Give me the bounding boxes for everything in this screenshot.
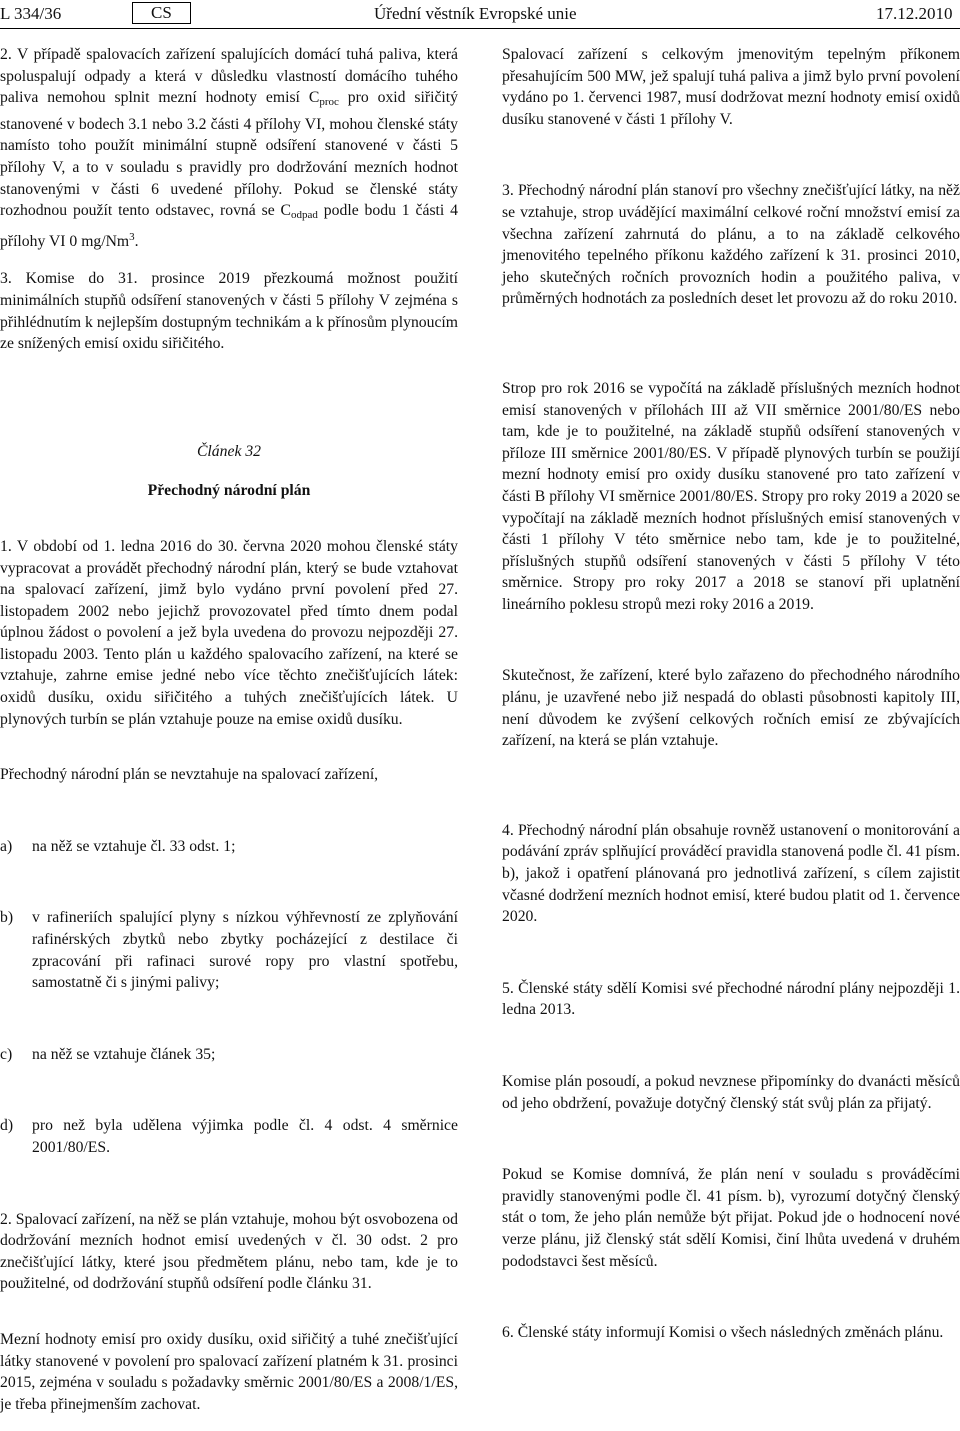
publication-date: 17.12.2010: [876, 4, 953, 23]
article-paragraph-1-intro: Přechodný národní plán se nevztahuje na spalovací zařízení,: [0, 766, 379, 784]
list-item: a) na něž se vztahuje čl. 33 odst. 1;: [0, 837, 236, 855]
article-paragraph-5: 5. Členské státy sdělí Komisi své přechodné národní plány nejpozději 1. ledna 2013.: [502, 979, 960, 1019]
page-header: [0, 0, 960, 28]
page-reference: L 334/36: [0, 4, 62, 23]
left-column: [0, 44, 458, 1431]
journal-title: Úřední věstník Evropské unie: [374, 4, 577, 23]
paragraph-2: 2. V případě spalovacích zařízení spalujících domácí tuhá paliva, která spoluspalují odpady a která v důsledku vlastností domácího tuhého paliva nemohou splnit mezní hodnoty emisí $C_{proc}$ pro oxid siřičitý stanovené v bodech 3.1 nebo 3.2 části 4 přílohy VI, mohou členské státy namísto toho použít minimální stupně odsíření stanovené v části 5 přílohy V, a to v souladu s pravidly pro dodržování mezních hodnot stanovenými v části 6 uvedené přílohy. Pokud se členské státy rozhodnou použít tento odstavec, rovná se $C_{odpad}$ podle bodu 1 části 4 přílohy VI 0 mg/Nm$^3$.: [0, 46, 458, 250]
paragraph-3: 3. Komise do 31. prosince 2019 přezkoumá možnost použití minimálních stupňů odsíření stanovených v části 5 přílohy V zejména s přihlédnutím k nejlepším dostupným technikám a k přínosům plynoucím ze snížených emisí oxidu siřičitého.: [0, 270, 458, 353]
article-paragraph-3: 3. Přechodný národní plán stanoví pro všechny znečišťující látky, na něž se vztahuje, strop uvádějící maximální celkové roční množství emisí za všechna zařízení zahrnutá do plánu, a to na základě celkového jmenovitého tepelného příkonu každého zařízení k 31. prosinci 2010, jeho skutečných ročních provozních hodin a použitého paliva, v průměrných hodnotách za posledních deset let provozu až do roku 2010.: [502, 182, 960, 308]
paragraph-closure: Skutečnost, že zařízení, které bylo zařazeno do přechodného národního plánu, je uzavřené nebo již nespadá do oblasti působnosti kapitoly III, není důvodem ke zvýšení celkových ročních emisí ze zbývajících zařízení, na která se plán vztahuje.: [502, 667, 960, 750]
list-item: c) na něž se vztahuje článek 35;: [0, 1045, 216, 1063]
article-paragraph-4: 4. Přechodný národní plán obsahuje rovněž ustanovení o monitorování a podávání zpráv splňující prováděcí pravidla stanovená podle čl. 41 písm. b), jakož i opatření plánovaná pro jednotlivá zařízení, s cílem zajistit včasné dodržení mezních hodnot emisí, které budou platit od 1. července 2020.: [502, 821, 960, 926]
paragraph-ceiling: Strop pro rok 2016 se vypočítá na základě příslušných mezních hodnot emisí stanovených v přílohách III až VII směrnice 2001/80/ES nebo tam, kde je to použitelné, na základě stupňů odsíření stanovených v příloze III směrnice 2001/80/ES. V případě plynových turbín se použijí mezní hodnoty emisí pro oxidy dusíku stanovené pro tato zařízení v části B přílohy VI směrnice 2001/80/ES. Stropy pro roky 2019 a 2020 se vypočítají na základě mezních hodnot příslušných emisí stanovených v části 1 přílohy V této směrnice nebo tam, kde je to použitelné, příslušných stupňů odsíření stanovených v části 5 přílohy V této směrnice. Stropy pro roky 2017 a 2018 se stanoví při uplatnění lineárního poklesu stropů mezi roky 2016 a 2019.: [502, 379, 960, 613]
article-number: Článek 32: [196, 442, 262, 460]
article-paragraph-2: 2. Spalovací zařízení, na něž se plán vztahuje, mohou být osvobozena od dodržování mezních hodnot emisí uvedených v čl. 30 odst. 2 pro znečišťující látky, které jsou předmětem plánu, nebo tam, kde je to použitelné, od dodržování stupňů odsíření podle článku 31.: [0, 1210, 458, 1293]
article-paragraph-1: 1. V období od 1. ledna 2016 do 30. června 2020 mohou členské státy vypracovat a provádět přechodný národní plán, který se bude vztahovat na spalovací zařízení, jimž bylo vydáno první povolení před 27. listopadem 2002 nebo jejichž provozovatel před tímto dnem podal úplnou žádost o povolení a jež byla uvedena do provozu nejpozději 27. listopadu 2003. Tento plán u každého spalovacího zařízení, na které se vztahuje, zahrne emise jedné nebo více těchto znečišťujících látek: oxidů dusíku, oxidu siřičitého a tuhých znečišťujících látek. U plynových turbín se plán vztahuje pouze na emise oxidů dusíku.: [0, 537, 458, 728]
list-item: d) pro než byla udělena výjimka podle čl. 4 odst. 4 směrnice 2001/80/ES.: [0, 1117, 458, 1156]
article-title: Přechodný národní plán: [147, 482, 311, 500]
paragraph-commission-rejection: Pokud se Komise domnívá, že plán není v souladu s prováděcími pravidly stanovenými podle čl. 41 písm. b), vyrozumí dotyčný členský stát o tom, že jeho plán nemůže být přijat. Pokud jde o hodnocení nové verze plánu, již členský stát sdělí Komisi, činí lhůta uvedená v druhém pododstavci šest měsíců.: [502, 1166, 960, 1270]
list-item: b) v rafineriích spalující plyny s nízkou výhřevností ze zplyňování rafinérských zbytků nebo zbytky pocházející z destilace či zpracování při rafinaci surové ropy pro vlastní spotřebu, samostatně či s jinými palivy;: [0, 909, 458, 992]
language-code: CS: [132, 2, 191, 24]
paragraph-commission-assessment: Komise plán posoudí, a pokud nevznese připomínky do dvanácti měsíců od jeho obdržení, považuje dotyčný členský stát svůj plán za přijatý.: [502, 1073, 960, 1112]
paragraph-large-plants: Spalovací zařízení s celkovým jmenovitým tepelným příkonem přesahujícím 500 MW, jež spalují tuhá paliva a jimž bylo první povolení vydáno po 1. červenci 1987, musí dodržovat mezní hodnoty emisí oxidů dusíku stanovené v části 1 přílohy V.: [502, 46, 960, 128]
article-paragraph-6: 6. Členské státy informují Komisi o všech následných změnách plánu.: [502, 1324, 944, 1342]
right-column: [502, 44, 960, 1360]
article-paragraph-2-continued: Mezní hodnoty emisí pro oxidy dusíku, oxid siřičitý a tuhé znečišťující látky stanovené v povolení pro spalovací zařízení platném k 31. prosinci 2015, zejména v souladu s požadavky směrnic 2001/80/ES a 2008/1/ES, je třeba přinejmenším zachovat.: [0, 1330, 458, 1413]
header-rule: [0, 28, 960, 29]
